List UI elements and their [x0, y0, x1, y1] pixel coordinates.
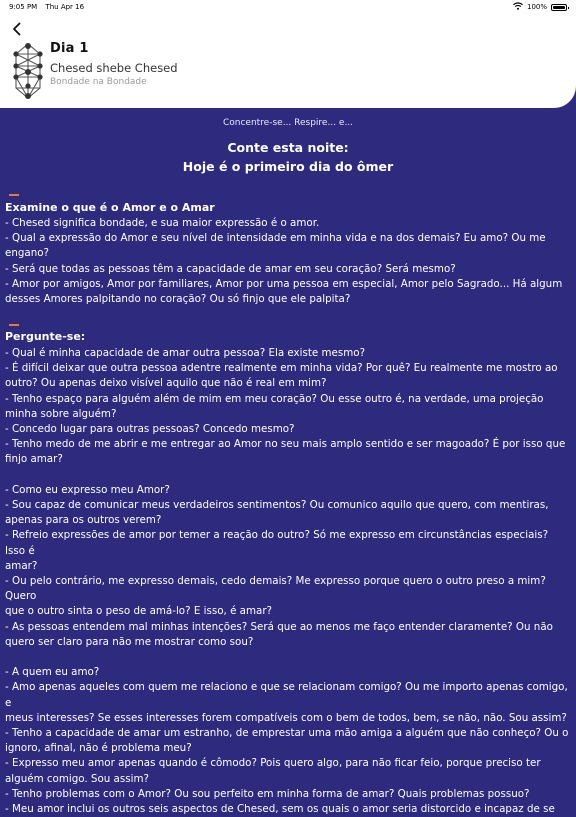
status-left: [9, 3, 90, 11]
text-line: - Tenho a capacidade de amar um estranho, de emprestar uma mão amiga a alguém que não conheço? Ou o: [5, 727, 569, 740]
text-line: ignoro, afinal, não é problema meu?: [5, 742, 192, 755]
text-line: finjo amar?: [5, 453, 63, 466]
text-line: - Tenho medo de me abrir e me entregar ao Amor no seu mais amplo sentido e ser magoado? É por isso que: [5, 438, 566, 451]
text-line: meus interesses? Se esses interesses forem compatíveis com o bem de todos, bem, se não, não. Sou assim?: [5, 711, 567, 724]
section-body-examine: [5, 216, 571, 307]
section-divider: [9, 324, 19, 326]
text-line: - Tenho problemas com o Amor? Ou sou perfeito em minha forma de amar? Quais problemas possuo?: [5, 787, 530, 800]
wifi-icon: [513, 2, 523, 12]
text-line: - Amo apenas aqueles com quem me relaciono e que se relacionam comigo? Ou me importo apenas comigo, e: [5, 681, 572, 709]
night-title: Conte esta noite:: [227, 140, 349, 155]
text-line: - Amor por amigos, Amor por familiares, Amor por uma pessoa em especial, Amor pelo Sagrado... Há algum: [5, 277, 563, 290]
night-subtitle: Hoje é o primeiro dia do ômer: [182, 159, 394, 174]
text-line: - Qual a expressão do Amor e seu nível de intensidade em minha vida e na dos demais? Eu amo? Ou me: [5, 232, 546, 245]
text-line: - É difícil deixar que outra pessoa adentre realmente em minha vida? Por quê? Eu realmente me mostro ao: [5, 362, 558, 375]
text-line: - As pessoas entendem mal minhas intenções? Será que ao menos me faço entender claramente? Ou não: [5, 620, 553, 633]
text-line: que o outro sinta o peso de amá-lo? E isso, é amar?: [5, 605, 273, 618]
text-line: outro? Ou apenas deixo visível aquilo que não é real em mim?: [5, 377, 327, 390]
text-line: minha sobre alguém?: [5, 407, 117, 420]
text-line: - Chesed significa bondade, e sua maior expressão é o amor.: [5, 217, 320, 229]
page-subtitle: Chesed shebe Chesed: [50, 61, 178, 75]
chevron-left-icon: [11, 22, 23, 36]
text-line: apenas para os outros verem?: [5, 514, 162, 527]
section-title-ask: Pergunte-se:: [5, 330, 86, 343]
text-line: - Concedo lugar para outras pessoas? Concedo mesmo?: [5, 423, 295, 436]
back-button[interactable]: [8, 20, 26, 38]
header: [0, 14, 576, 108]
text-line: amar?: [5, 559, 38, 572]
status-bar: [0, 0, 576, 14]
text-line: - Qual é minha capacidade de amar outra pessoa? Ela existe mesmo?: [5, 347, 366, 359]
text-line: - Tenho espaço para alguém além de mim em meu coração? Ou esse outro é, na verdade, uma projeção: [5, 392, 544, 405]
text-line: - Meu amor inclui os outros seis aspectos de Chesed, sem os quais o amor seria distorcido e incapaz de se: [5, 803, 555, 816]
blank-line: [5, 650, 571, 665]
text-line: - Será que todas as pessoas têm a capacidade de amar em seu coração? Será mesmo?: [5, 262, 456, 275]
blank-line: [5, 468, 571, 483]
text-line: alguém comigo. Sou assim?: [5, 772, 149, 785]
text-line: - Sou capaz de comunicar meus verdadeiros sentimentos? Ou comunico aquilo que quero, com mentiras,: [5, 499, 549, 512]
text-line: engano?: [5, 247, 49, 260]
page-subtitle-translation: Bondade na Bondade: [50, 77, 147, 87]
section-divider: [9, 194, 19, 196]
text-line: - A quem eu amo?: [5, 666, 100, 679]
status-time: 9:05 PM: [9, 3, 38, 11]
intro-text: Concentre-se... Respire... e...: [222, 118, 354, 128]
section-body-ask: [5, 346, 571, 817]
text-line: - Ou pelo contrário, me expresso demais, cedo demais? Me expresso porque quero o outro preso a mim? Quero: [5, 575, 550, 603]
battery-level: [553, 6, 565, 9]
text-line: - Refreio expressões de amor por temer a reação do outro? Só me expresso em circunstâncias especiais? Isso é: [5, 529, 552, 557]
text-line: - Como eu expresso meu Amor?: [5, 483, 170, 496]
page-title: Dia 1: [50, 41, 89, 56]
text-line: - Expresso meu amor apenas quando é cômodo? Pois quero algo, para não ficar feio, porque preciso ter: [5, 757, 541, 770]
battery-icon: [551, 4, 567, 11]
battery-percent: 100%: [526, 3, 547, 11]
status-right: [513, 2, 567, 12]
section-title-examine: Examine o que é o Amor e o Amar: [5, 201, 215, 214]
text-line: quero ser claro para não me mostrar como sou?: [5, 635, 254, 648]
status-date: Thu Apr 16: [45, 3, 85, 11]
tree-of-life-logo: [12, 42, 44, 100]
text-line: desses Amores palpitando no coração? Ou só finjo que ele palpita?: [5, 293, 351, 306]
